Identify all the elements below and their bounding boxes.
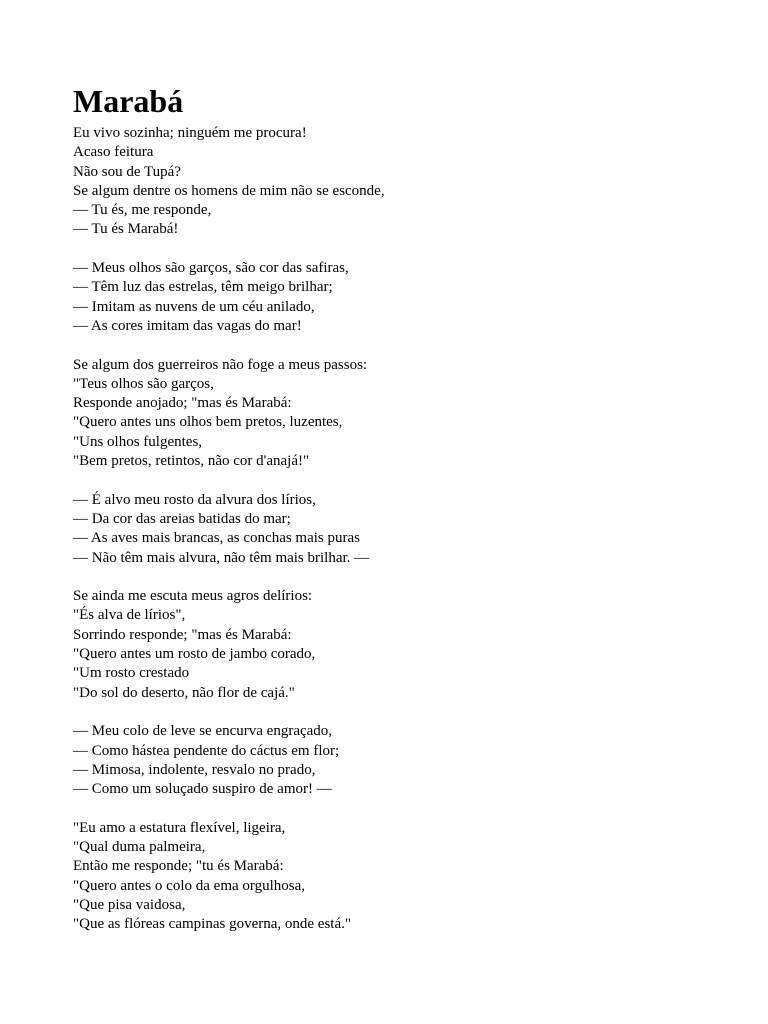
poem-line: "Um rosto crestado (73, 665, 190, 682)
poem-line: — É alvo meu rosto da alvura dos lírios, (73, 491, 316, 508)
stanza-3 (73, 356, 713, 472)
poem-line: "Que pisa vaidosa, (73, 896, 186, 913)
poem-line: "Do sol do deserto, não flor de cajá." (73, 684, 295, 701)
poem-line: Responde anojado; "mas és Marabá: (73, 395, 292, 412)
poem-line: — Da cor das areias batidas do mar; (73, 510, 291, 527)
stanza-1 (73, 124, 713, 240)
poem-line: Sorrindo responde; "mas és Marabá: (73, 626, 292, 643)
poem-line: "Que as flóreas campinas governa, onde está." (73, 916, 351, 933)
poem-page (73, 82, 713, 954)
poem-line: — As aves mais brancas, as conchas mais puras (73, 530, 361, 547)
poem-line: Se ainda me escuta meus agros delírios: (73, 588, 313, 605)
poem-line: Se algum dentre os homens de mim não se esconde, (73, 182, 385, 199)
poem-line: — As cores imitam das vagas do mar! (73, 317, 302, 334)
poem-line: — Não têm mais alvura, não têm mais brilhar. — (73, 549, 370, 566)
poem-line: — Imitam as nuvens de um céu anilado, (73, 298, 315, 315)
poem-line: — Como hástea pendente do cáctus em flor; (73, 742, 340, 759)
poem-line: "Eu amo a estatura flexível, ligeira, (73, 819, 286, 836)
poem-line: Então me responde; "tu és Marabá: (73, 858, 284, 875)
stanza-2 (73, 259, 713, 336)
poem-line: — Mimosa, indolente, resvalo no prado, (73, 761, 316, 778)
stanza-4 (73, 491, 713, 568)
poem-line: "Bem pretos, retintos, não cor d'anajá!" (73, 453, 310, 470)
poem-title: Marabá (73, 83, 184, 119)
stanza-7 (73, 819, 713, 935)
poem-line: "Teus olhos são garços, (73, 375, 214, 392)
poem-line: — Têm luz das estrelas, têm meigo brilhar; (73, 279, 333, 296)
stanza-5 (73, 587, 713, 703)
poem-line: "Qual duma palmeira, (73, 838, 206, 855)
poem-line: "Quero antes uns olhos bem pretos, luzentes, (73, 414, 343, 431)
poem-line: Acaso feitura (73, 144, 154, 161)
poem-line: Se algum dos guerreiros não foge a meus passos: (73, 356, 368, 373)
stanza-6 (73, 722, 713, 799)
poem-line: Não sou de Tupá? (73, 163, 181, 180)
poem-line: — Meu colo de leve se encurva engraçado, (73, 723, 333, 740)
poem-line: "Quero antes o colo da ema orgulhosa, (73, 877, 306, 894)
poem-line: — Tu és Marabá! (73, 221, 179, 238)
poem-line: — Meus olhos são garços, são cor das safiras, (73, 260, 349, 277)
poem-line: Eu vivo sozinha; ninguém me procura! (73, 125, 307, 141)
poem-line: — Como um soluçado suspiro de amor! — (73, 781, 332, 798)
poem-line: — Tu és, me responde, (73, 202, 212, 219)
poem-line: "Uns olhos fulgentes, (73, 433, 203, 450)
poem-line: "És alva de lírios", (73, 607, 186, 624)
poem-line: "Quero antes um rosto de jambo corado, (73, 646, 316, 663)
